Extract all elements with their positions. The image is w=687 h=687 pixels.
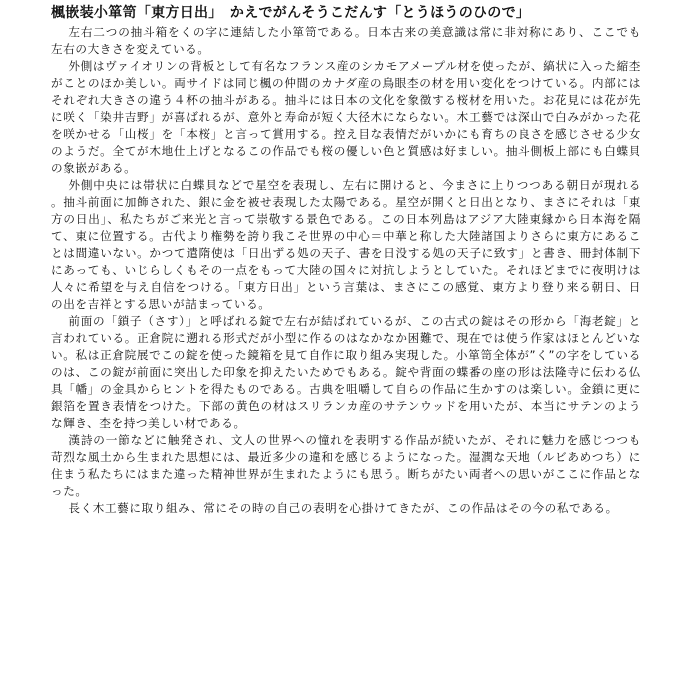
paragraph-2: 外側はヴァイオリンの背板として有名なフランス産のシカモアメープル材を使ったが、縞状に入った縮杢がことのほか美しい。両サイドは同じ楓の仲間のカナダ産の鳥眼杢の材を用い変化をつけている。内部にはそれぞれ大きさの違う４杯の抽斗がある。抽斗には日本の文化を象徴する桜材を用いた。お花見には花が先に咲く「染井吉野」が喜ばれるが、意外と寿命が短く大径木にならない。木工藝では深山で白みがかった花を咲かせる「山桜」を「本桜」と言って賞用する。控え目な表情だがいかにも育ちの良さを感じさせる少女のようだ。全てが木地仕上げとなるこの作品でも桜の優しい色と質感は好ましい。抽斗側板上部にも白蝶貝の象嵌がある。	[51, 59, 641, 175]
paragraph-6: 長く木工藝に取り組み、常にその時の自己の表明を心掛けてきたが、この作品はその今の私である。	[68, 501, 618, 515]
paragraph-4: 前面の「鎖子（さす）」と呼ばれる錠で左右が結ばれているが、この古式の錠はその形から「海老錠」と言われている。正倉院に遡れる形式だが小型に作るのはなかなか困難で、現在では使う作家はほとんどいない。私は正倉院展でこの錠を使った鏡箱を見て自作に取り組み実現した。小箪笥全体が”く”の字をしているのは、この錠が前面に突出した印象を抑えたいためでもある。錠や背面の蝶番の座の形は法隆寺に伝わる仏具「幡」の金具からヒントを得たものである。古典を咀嚼して自らの作品に生かすのは楽しい。金鎖に更に銀箔を置き表情をつけた。下部の黄色の材はスリランカ産のサテンウッドを用いたが、本当にサテンのような輝き、杢を持つ美しい材である。	[51, 314, 641, 430]
document-page	[51, 4, 641, 517]
paragraph-5: 漢詩の一節などに触発され、文人の世界への憧れを表明する作品が続いたが、それに魅力を感じつつも苛烈な風土から生まれた思想には、最近多少の違和を感じるようになった。湿潤な天地（ルビあめつち）に住まう私たちにはまた違った精神世界が生まれたようにも思う。断ちがたい両者への思いがここに作品となった。	[51, 433, 641, 498]
document-title: 楓嵌装小箪笥「東方日出」 かえでがんそうこだんす「とうほうのひので」	[51, 5, 531, 21]
paragraph-3: 外側中央には帯状に白蝶貝などで星空を表現し、左右に開けると、今まさに上りつつある朝日が現れる。抽斗前面に加飾された、銀に金を被せ表現した太陽である。星空が開くと日出となり、まさにそれは「東方の日出」、私たちがご来光と言って崇敬する景色である。この日本列島はアジア大陸東縁から日本海を隔て、東に位置する。古代より権勢を誇り我こそ世界の中心＝中華と称した大陸諸国よりさらに東方にあることは間違いない。かつて遣隋使は「日出ずる処の天子、書を日没する処の天子に致す」と書き、冊封体制下にあっても、いじらしくもその一点をもって大陸の国々に対抗しようとしていた。それほどまでに夜明けは人々に希望を与え自信をつける。「東方日出」という言葉は、まさにこの感覚、東方より登り来る朝日、日の出を吉祥とする思いが詰まっている。	[51, 178, 641, 311]
paragraph-1: 左右二つの抽斗箱をくの字に連結した小箪笥である。日本古来の美意識は常に非対称にあり、ここでも左右の大きさを変えている。	[51, 25, 641, 56]
